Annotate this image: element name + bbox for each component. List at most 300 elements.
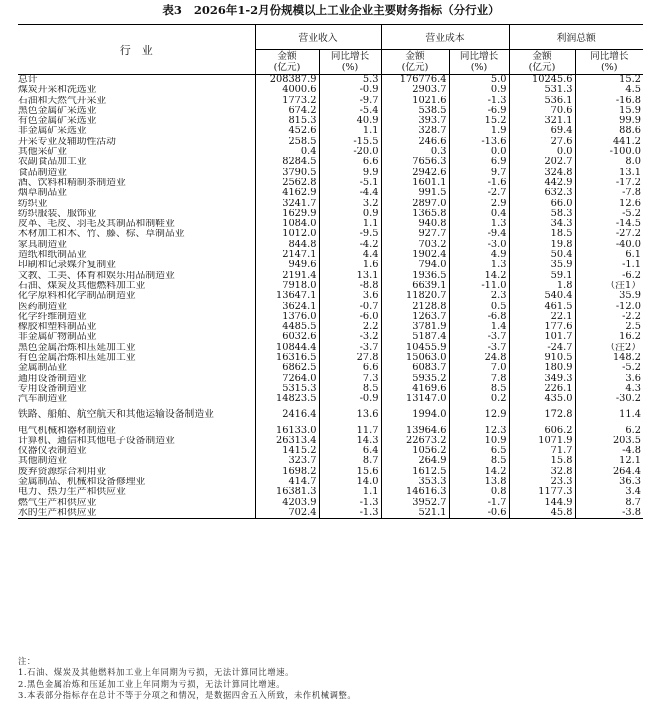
table-row (18, 106, 643, 116)
profit-amount-cell: 536.1 (509, 96, 575, 106)
profit-growth-cell: 88.6 (575, 126, 643, 136)
revenue-amount-cell: 3790.5 (255, 168, 319, 178)
profit-amount-cell: 1071.9 (509, 436, 575, 446)
cost-growth-cell: 0.0 (449, 147, 509, 157)
table-row (18, 467, 643, 477)
cost-amount-cell: 6639.1 (381, 281, 449, 291)
cost-amount-header: 金额 (亿元) (381, 50, 449, 75)
table-row (18, 353, 643, 363)
profit-amount-cell: 27.6 (509, 137, 575, 147)
cost-amount-cell: 1994.0 (381, 405, 449, 426)
cost-growth-header: 同比增长 (%) (449, 50, 509, 75)
revenue-growth-cell: -8.8 (319, 281, 381, 291)
cost-growth-cell: -6.9 (449, 106, 509, 116)
profit-amount-cell: -24.7 (509, 343, 575, 353)
industry-name-cell: 纺织业 (18, 198, 48, 209)
profit-growth-cell: -2.2 (575, 312, 643, 322)
profit-growth-cell: -40.0 (575, 240, 643, 250)
table-row (18, 363, 643, 373)
industry-name-cell: 专用设备制造业 (18, 383, 87, 394)
profit-amount-cell: 910.5 (509, 353, 575, 363)
table-row (18, 508, 643, 519)
revenue-amount-cell: 16381.3 (255, 487, 319, 497)
cost-growth-cell: 7.8 (449, 374, 509, 384)
revenue-amount-cell: 258.5 (255, 137, 319, 147)
revenue-amount-cell: 1773.2 (255, 96, 319, 106)
industry-name-cell: 电力、热力生产和供应业 (18, 487, 126, 498)
cost-growth-cell: -3.7 (449, 343, 509, 353)
industry-name-cell: 石油、煤炭及其他燃料加工业 (18, 280, 146, 291)
profit-growth-cell: -3.8 (575, 508, 643, 519)
profit-growth-cell: 441.2 (575, 137, 643, 147)
cost-amount-cell: 264.9 (381, 456, 449, 466)
revenue-growth-cell: 2.2 (319, 322, 381, 332)
profit-amount-cell: 0.0 (509, 147, 575, 157)
revenue-amount-cell: 2191.4 (255, 271, 319, 281)
revenue-amount-cell: 0.4 (255, 147, 319, 157)
revenue-growth-cell: -4.2 (319, 240, 381, 250)
revenue-amount-cell: 26313.4 (255, 436, 319, 446)
profit-amount-cell: 1.8 (509, 281, 575, 291)
table-title (0, 2, 662, 18)
profit-growth-cell: 8.0 (575, 157, 643, 167)
table-row (18, 343, 643, 353)
profit-amount-cell: 321.1 (509, 116, 575, 126)
cost-amount-cell: 13964.6 (381, 426, 449, 436)
revenue-growth-cell: 8.7 (319, 456, 381, 466)
cost-growth-cell: 15.2 (449, 116, 509, 126)
profit-growth-cell: 2.5 (575, 322, 643, 332)
cost-amount-cell: 15063.0 (381, 353, 449, 363)
profit-growth-cell: 15.9 (575, 106, 643, 116)
profit-amount-cell: 10245.6 (509, 75, 575, 86)
profit-growth-cell: 6.1 (575, 250, 643, 260)
industry-name-cell: 印刷和记录媒介复制业 (18, 260, 116, 271)
cost-amount-cell: 328.7 (381, 126, 449, 136)
profit-growth-cell: -16.8 (575, 96, 643, 106)
profit-amount-cell: 226.1 (509, 384, 575, 394)
cost-amount-cell: 703.2 (381, 240, 449, 250)
industry-name-cell: 化学原料和化学制品制造业 (18, 291, 136, 302)
profit-amount-cell: 540.4 (509, 291, 575, 301)
revenue-amount-cell: 1629.9 (255, 209, 319, 219)
cost-growth-cell: 12.3 (449, 426, 509, 436)
industry-name-cell: 橡胶和塑料制品业 (18, 322, 97, 333)
profit-amount-cell: 606.2 (509, 426, 575, 436)
profit-amount-cell: 177.6 (509, 322, 575, 332)
cost-amount-cell: 353.3 (381, 477, 449, 487)
revenue-growth-cell: 40.9 (319, 116, 381, 126)
cost-growth-cell: 1.9 (449, 126, 509, 136)
cost-amount-cell: 940.8 (381, 219, 449, 229)
industry-name-cell: 皮革、毛皮、羽毛及其制品和制鞋业 (18, 219, 175, 230)
table-row (18, 96, 643, 106)
revenue-growth-cell: -9.5 (319, 229, 381, 239)
revenue-amount-cell: 452.6 (255, 126, 319, 136)
revenue-growth-cell: 5.3 (319, 75, 381, 86)
table-title-text: 2026年1-2月份规模以上工业企业主要财务指标（分行业） (193, 3, 500, 17)
profit-amount-cell: 435.0 (509, 394, 575, 404)
revenue-amount-cell: 2416.4 (255, 405, 319, 426)
revenue-amount-cell: 3624.1 (255, 302, 319, 312)
revenue-amount-cell: 16316.5 (255, 353, 319, 363)
cost-growth-cell: 9.7 (449, 168, 509, 178)
industry-name-cell: 计算机、通信和其他电子设备制造业 (18, 435, 175, 446)
industry-name-cell: 铁路、船舶、航空航天和其他运输设备制造业 (18, 408, 214, 420)
table-row (18, 281, 643, 291)
revenue-growth-cell: -9.7 (319, 96, 381, 106)
revenue-growth-cell: 14.0 (319, 477, 381, 487)
profit-amount-cell: 45.8 (509, 508, 575, 519)
industry-name-cell: 黑色金属矿采选业 (18, 105, 97, 116)
cost-growth-cell: 0.4 (449, 209, 509, 219)
cost-growth-cell: 1.4 (449, 322, 509, 332)
table-row (18, 446, 643, 456)
industry-name-cell: 石油和天然气开采业 (18, 95, 107, 106)
cost-amount-cell: 22673.2 (381, 436, 449, 446)
table-row (18, 477, 643, 487)
revenue-amount-cell: 323.7 (255, 456, 319, 466)
note-2: 2.黑色金属冶炼和压延加工业上年同期为亏损，无法计算同比增速。 (18, 678, 286, 689)
profit-growth-cell: 203.5 (575, 436, 643, 446)
cost-growth-cell: 24.8 (449, 353, 509, 363)
cost-amount-cell: 927.7 (381, 229, 449, 239)
revenue-growth-cell: 9.9 (319, 168, 381, 178)
table-row (18, 240, 643, 250)
revenue-amount-cell: 1415.2 (255, 446, 319, 456)
revenue-growth-cell: -5.1 (319, 178, 381, 188)
cost-amount-cell: 10455.9 (381, 343, 449, 353)
industry-name-cell: 电气机械和器材制造业 (18, 425, 116, 436)
cost-growth-cell: -6.8 (449, 312, 509, 322)
table-row (18, 199, 643, 209)
revenue-amount-header: 金额 (亿元) (255, 50, 319, 75)
cost-growth-cell: 7.0 (449, 363, 509, 373)
cost-amount-cell: 521.1 (381, 508, 449, 519)
revenue-amount-cell: 1698.2 (255, 467, 319, 477)
revenue-growth-cell: -1.3 (319, 508, 381, 519)
industry-name-cell: 有色金属冶炼和压延加工业 (18, 353, 136, 364)
cost-growth-cell: 14.2 (449, 271, 509, 281)
cost-amount-cell: 13147.0 (381, 394, 449, 404)
revenue-growth-cell: -0.9 (319, 394, 381, 404)
revenue-amount-cell: 1376.0 (255, 312, 319, 322)
cost-growth-cell: -3.0 (449, 240, 509, 250)
revenue-amount-cell: 414.7 (255, 477, 319, 487)
revenue-amount-cell: 1012.0 (255, 229, 319, 239)
revenue-amount-cell: 14823.5 (255, 394, 319, 404)
revenue-growth-cell: 6.6 (319, 157, 381, 167)
profit-amount-header: 金额 (亿元) (509, 50, 575, 75)
revenue-amount-cell: 7918.0 (255, 281, 319, 291)
cost-amount-cell: 246.6 (381, 137, 449, 147)
industry-name-cell: 黑色金属冶炼和压延加工业 (18, 342, 136, 353)
cost-growth-cell: -11.0 (449, 281, 509, 291)
table-row (18, 209, 643, 219)
revenue-growth-cell: -1.3 (319, 498, 381, 508)
table-number: 表3 (162, 3, 182, 17)
cost-amount-cell: 11820.7 (381, 291, 449, 301)
profit-growth-cell: 12.1 (575, 456, 643, 466)
revenue-amount-cell: 674.2 (255, 106, 319, 116)
revenue-growth-cell: 4.4 (319, 250, 381, 260)
cost-amount-cell: 1365.8 (381, 209, 449, 219)
profit-growth-cell: 36.3 (575, 477, 643, 487)
cost-growth-cell: 13.8 (449, 477, 509, 487)
profit-growth-cell: -7.8 (575, 188, 643, 198)
revenue-amount-cell: 3241.7 (255, 199, 319, 209)
cost-amount-cell: 1056.2 (381, 446, 449, 456)
profit-amount-cell: 34.3 (509, 219, 575, 229)
industry-name-cell: 文教、工美、体育和娱乐用品制造业 (18, 270, 175, 281)
cost-amount-cell: 3781.9 (381, 322, 449, 332)
revenue-amount-cell: 815.3 (255, 116, 319, 126)
cost-amount-cell: 1902.4 (381, 250, 449, 260)
profit-amount-cell: 172.8 (509, 405, 575, 426)
cost-growth-cell: 12.9 (449, 405, 509, 426)
cost-growth-cell: 2.9 (449, 199, 509, 209)
cost-growth-cell: -0.6 (449, 508, 509, 519)
industry-name-cell: 煤炭开采和洗选业 (18, 85, 97, 96)
profit-amount-cell: 202.7 (509, 157, 575, 167)
revenue-growth-cell: -3.7 (319, 343, 381, 353)
revenue-amount-cell: 4162.9 (255, 188, 319, 198)
profit-group-header: 利润总额 (509, 25, 643, 50)
revenue-amount-cell: 8284.5 (255, 157, 319, 167)
cost-growth-cell: 4.9 (449, 250, 509, 260)
table-row (18, 178, 643, 188)
revenue-group-header: 营业收入 (255, 25, 381, 50)
profit-amount-cell: 66.0 (509, 199, 575, 209)
industry-name-cell: 造纸和纸制品业 (18, 250, 87, 261)
revenue-growth-cell: 1.6 (319, 260, 381, 270)
profit-growth-cell: -5.2 (575, 209, 643, 219)
cost-growth-cell: -9.4 (449, 229, 509, 239)
profit-amount-cell: 18.5 (509, 229, 575, 239)
table-row (18, 302, 643, 312)
industry-name-cell: 水的生产和供应业 (18, 508, 255, 519)
revenue-amount-cell: 5315.3 (255, 384, 319, 394)
cost-amount-cell: 991.5 (381, 188, 449, 198)
revenue-growth-cell: 1.1 (319, 126, 381, 136)
cost-group-header: 营业成本 (381, 25, 509, 50)
notes-label: 注： (18, 656, 36, 666)
revenue-growth-cell: 3.2 (319, 199, 381, 209)
profit-growth-cell: -4.8 (575, 446, 643, 456)
financial-indicators-table (18, 24, 643, 519)
revenue-growth-cell: 0.9 (319, 209, 381, 219)
industry-name-cell: 其他采矿业 (18, 147, 67, 158)
industry-name-cell: 医药制造业 (18, 301, 67, 312)
profit-growth-cell: 13.1 (575, 168, 643, 178)
table-row (18, 271, 643, 281)
table-row (18, 147, 643, 157)
industry-name-cell: 汽车制造业 (18, 394, 67, 405)
profit-amount-cell: 22.1 (509, 312, 575, 322)
profit-growth-cell: 3.6 (575, 374, 643, 384)
revenue-growth-cell: 6.6 (319, 363, 381, 373)
cost-amount-cell: 2903.7 (381, 85, 449, 95)
table-row (18, 384, 643, 394)
industry-name-cell: 有色金属矿采选业 (18, 116, 97, 127)
revenue-growth-cell: 6.4 (319, 446, 381, 456)
revenue-growth-cell: -6.0 (319, 312, 381, 322)
revenue-amount-cell: 702.4 (255, 508, 319, 519)
profit-growth-cell: （注1） (575, 281, 643, 291)
profit-growth-cell: -12.0 (575, 302, 643, 312)
cost-growth-cell: 14.2 (449, 467, 509, 477)
revenue-amount-cell: 7264.0 (255, 374, 319, 384)
profit-growth-cell: 4.5 (575, 85, 643, 95)
cost-growth-cell: 8.5 (449, 456, 509, 466)
cost-amount-cell: 2942.6 (381, 168, 449, 178)
profit-amount-cell: 23.3 (509, 477, 575, 487)
revenue-amount-cell: 13647.1 (255, 291, 319, 301)
note-3: 3.本表部分指标存在总计不等于分项之和情况，是数据四舍五入所致，未作机械调整。 (18, 689, 357, 700)
table-row (18, 75, 643, 86)
table-row (18, 168, 643, 178)
cost-amount-cell: 14616.3 (381, 487, 449, 497)
cost-growth-cell: 6.9 (449, 157, 509, 167)
profit-amount-cell: 58.3 (509, 209, 575, 219)
profit-growth-cell: -100.0 (575, 147, 643, 157)
revenue-growth-cell: -15.5 (319, 137, 381, 147)
cost-amount-cell: 2897.0 (381, 199, 449, 209)
profit-amount-cell: 632.3 (509, 188, 575, 198)
industry-name-cell: 燃气生产和供应业 (18, 497, 97, 508)
profit-amount-cell: 15.8 (509, 456, 575, 466)
table-row (18, 487, 643, 497)
profit-growth-cell: 12.6 (575, 199, 643, 209)
industry-name-cell: 非金属矿物制品业 (18, 332, 97, 343)
profit-amount-cell: 35.9 (509, 260, 575, 270)
profit-amount-cell: 461.5 (509, 302, 575, 312)
revenue-amount-cell: 4203.9 (255, 498, 319, 508)
profit-amount-cell: 50.4 (509, 250, 575, 260)
revenue-growth-cell: 13.1 (319, 271, 381, 281)
revenue-growth-cell: -5.4 (319, 106, 381, 116)
table-row (18, 322, 643, 332)
table-row (18, 456, 643, 466)
cost-amount-cell: 7656.3 (381, 157, 449, 167)
profit-growth-cell: 11.4 (575, 405, 643, 426)
cost-growth-cell: -1.6 (449, 178, 509, 188)
profit-growth-cell: -6.2 (575, 271, 643, 281)
table-row (18, 229, 643, 239)
table-row (18, 426, 643, 436)
cost-amount-cell: 538.5 (381, 106, 449, 116)
revenue-amount-cell: 2147.1 (255, 250, 319, 260)
profit-growth-cell: -14.5 (575, 219, 643, 229)
cost-growth-cell: 2.3 (449, 291, 509, 301)
table-row (18, 436, 643, 446)
revenue-growth-cell: 1.1 (319, 487, 381, 497)
revenue-growth-cell: 7.3 (319, 374, 381, 384)
revenue-growth-cell: 27.8 (319, 353, 381, 363)
profit-amount-cell: 19.8 (509, 240, 575, 250)
industry-name-cell: 非金属矿采选业 (18, 126, 87, 137)
industry-name-cell: 酒、饮料和精制茶制造业 (18, 177, 126, 188)
cost-growth-cell: -1.3 (449, 96, 509, 106)
revenue-growth-cell: -3.2 (319, 332, 381, 342)
industry-name-cell: 总计 (18, 74, 38, 85)
cost-amount-cell: 2128.8 (381, 302, 449, 312)
revenue-amount-cell: 6862.5 (255, 363, 319, 373)
cost-amount-cell: 1021.6 (381, 96, 449, 106)
industry-header: 行 业 (18, 25, 255, 75)
cost-amount-cell: 794.0 (381, 260, 449, 270)
table-row (18, 137, 643, 147)
revenue-amount-cell: 844.8 (255, 240, 319, 250)
table-row (18, 312, 643, 322)
profit-amount-cell: 349.3 (509, 374, 575, 384)
revenue-growth-cell: -20.0 (319, 147, 381, 157)
profit-growth-cell: 264.4 (575, 467, 643, 477)
profit-growth-cell: 8.7 (575, 498, 643, 508)
industry-name-cell: 金属制品、机械和设备修理业 (18, 476, 146, 487)
cost-growth-cell: -2.7 (449, 188, 509, 198)
cost-amount-cell: 6083.7 (381, 363, 449, 373)
profit-growth-cell: （注2） (575, 343, 643, 353)
revenue-growth-cell: -0.7 (319, 302, 381, 312)
table-row (18, 126, 643, 136)
industry-name-cell: 纺织服装、服饰业 (18, 208, 97, 219)
cost-amount-cell: 0.3 (381, 147, 449, 157)
industry-name-cell: 通用设备制造业 (18, 373, 87, 384)
profit-amount-cell: 442.9 (509, 178, 575, 188)
profit-amount-cell: 531.3 (509, 85, 575, 95)
profit-growth-cell: -27.2 (575, 229, 643, 239)
industry-name-cell: 烟草制品业 (18, 188, 67, 199)
cost-growth-cell: 0.8 (449, 487, 509, 497)
cost-amount-cell: 5187.4 (381, 332, 449, 342)
profit-growth-cell: 99.9 (575, 116, 643, 126)
table-row (18, 85, 643, 95)
industry-name-cell: 化学纤维制造业 (18, 311, 87, 322)
cost-amount-cell: 1601.1 (381, 178, 449, 188)
table-row (18, 116, 643, 126)
cost-growth-cell: 0.2 (449, 394, 509, 404)
profit-growth-cell: -17.2 (575, 178, 643, 188)
note-1: 1.石油、煤炭及其他燃料加工业上年同期为亏损，无法计算同比增速。 (18, 667, 295, 678)
profit-growth-cell: -30.2 (575, 394, 643, 404)
profit-growth-cell: 4.3 (575, 384, 643, 394)
profit-growth-cell: -5.2 (575, 363, 643, 373)
cost-amount-cell: 393.7 (381, 116, 449, 126)
profit-growth-cell: 15.2 (575, 75, 643, 86)
cost-growth-cell: 10.9 (449, 436, 509, 446)
profit-amount-cell: 71.7 (509, 446, 575, 456)
profit-growth-cell: 148.2 (575, 353, 643, 363)
profit-growth-cell: 3.4 (575, 487, 643, 497)
cost-growth-cell: -3.7 (449, 332, 509, 342)
revenue-growth-cell: 11.7 (319, 426, 381, 436)
profit-amount-cell: 101.7 (509, 332, 575, 342)
cost-growth-cell: -1.7 (449, 498, 509, 508)
industry-name-cell: 其他制造业 (18, 456, 67, 467)
revenue-amount-cell: 4485.5 (255, 322, 319, 332)
revenue-amount-cell: 208387.9 (255, 75, 319, 86)
profit-amount-cell: 70.6 (509, 106, 575, 116)
revenue-amount-cell: 1084.0 (255, 219, 319, 229)
revenue-growth-cell: 8.5 (319, 384, 381, 394)
table-row (18, 374, 643, 384)
table-row (18, 260, 643, 270)
revenue-amount-cell: 6032.6 (255, 332, 319, 342)
cost-amount-cell: 1936.5 (381, 271, 449, 281)
profit-amount-cell: 1177.3 (509, 487, 575, 497)
revenue-amount-cell: 2562.8 (255, 178, 319, 188)
